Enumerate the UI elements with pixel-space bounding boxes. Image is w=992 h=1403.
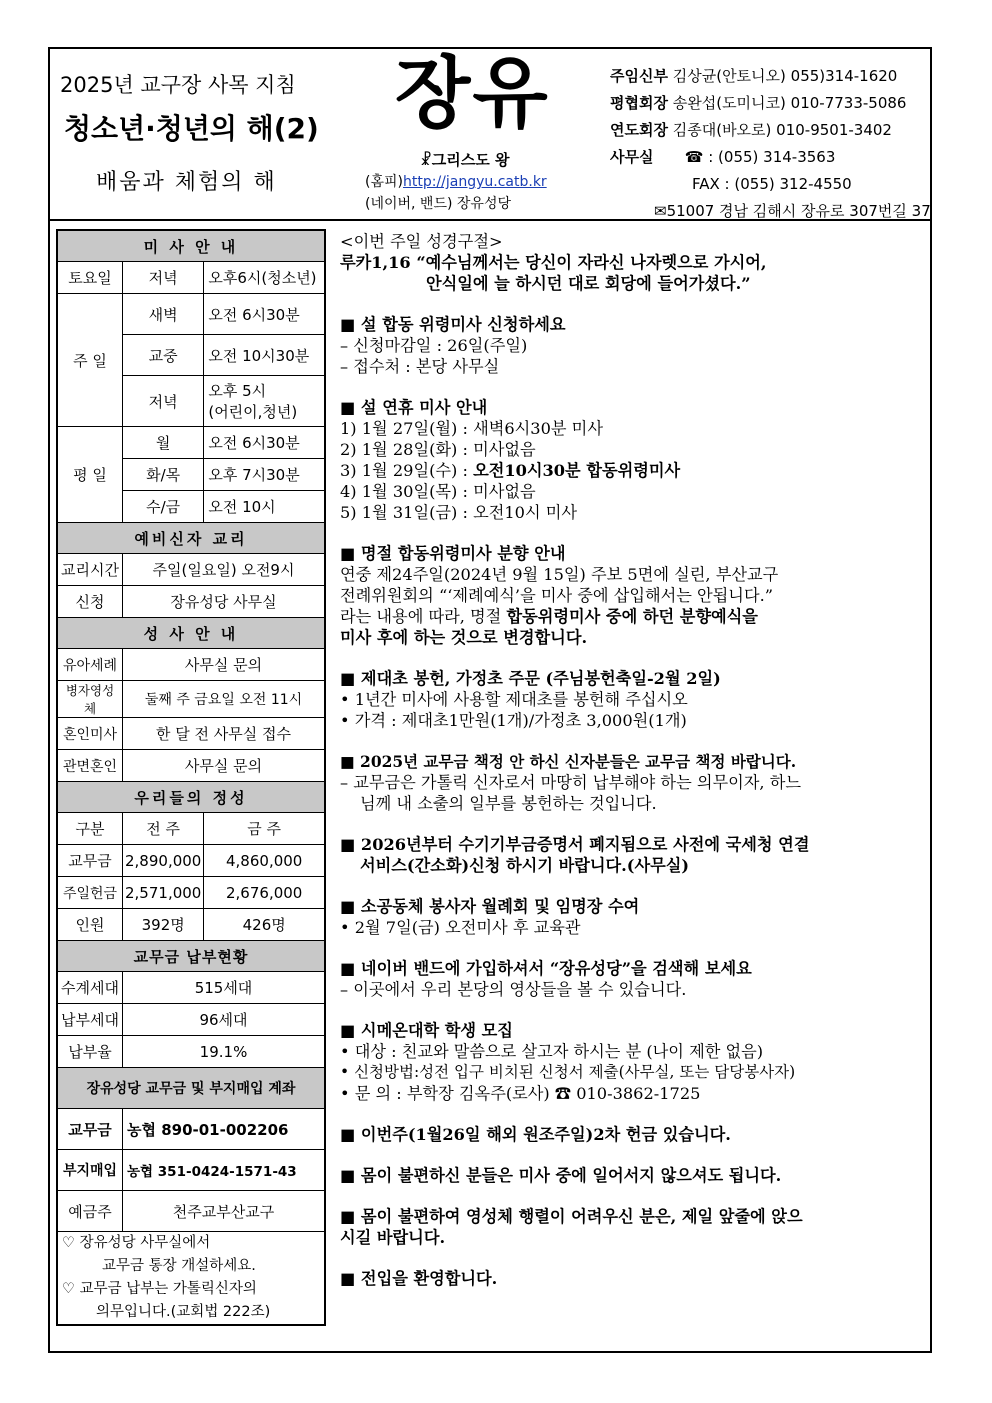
offering-cell: 4,860,000 bbox=[204, 845, 325, 877]
account-key: 부지매입 bbox=[57, 1150, 123, 1191]
account-value: 농협 351-0424-1571-43 bbox=[123, 1150, 326, 1191]
contact-address: ✉51007 경남 김해시 장유로 307번길 37 bbox=[654, 202, 931, 220]
account-value: 농협 890-01-002206 bbox=[123, 1109, 326, 1150]
offering-cell: 2,571,000 bbox=[123, 877, 204, 909]
mass-sunday-time: 오전 6시30분 bbox=[204, 294, 325, 335]
account-key: 교무금 bbox=[57, 1109, 123, 1150]
year-subtheme: 배움과 체험의 해 bbox=[96, 170, 277, 195]
note-line: ♡ 교무금 납부는 가톨릭신자의 bbox=[62, 1281, 257, 1297]
catechism-title: 예비신자 교리 bbox=[57, 523, 325, 554]
contact-fax: FAX : (055) 312-4550 bbox=[692, 175, 852, 193]
notice-title: ■ 네이버 밴드에 가입하셔서 “장유성당”을 검색해 보세요 bbox=[340, 959, 752, 978]
notice-line: 님께 내 소출의 일부를 봉헌하는 것입니다. bbox=[360, 794, 657, 813]
catechism-key: 신청 bbox=[57, 586, 123, 618]
sacrament-value: 한 달 전 사무실 접수 bbox=[123, 718, 326, 750]
account-value: 천주교부산교구 bbox=[123, 1191, 326, 1232]
offering-cell: 2,676,000 bbox=[204, 877, 325, 909]
offering-header: 구분 bbox=[57, 813, 123, 845]
offering-cell: 인원 bbox=[57, 909, 123, 941]
mass-weekday-time: 오전 6시30분 bbox=[204, 427, 325, 459]
notice-line: – 교무금은 가톨릭 신자로서 마땅히 납부해야 하는 의무이자, 하느 bbox=[340, 773, 801, 792]
offering-cell: 392명 bbox=[123, 909, 204, 941]
christ-the-king: ☧그리스도 왕 bbox=[420, 151, 510, 169]
notice-line: 연중 제24주일(2024년 9월 15일) 주보 5면에 실린, 부산교구 bbox=[340, 565, 779, 584]
sacrament-value: 둘째 주 금요일 오전 11시 bbox=[123, 681, 326, 718]
verse-line: 안식일에 늘 하시던 대로 회당에 들어가셨다.” bbox=[426, 274, 751, 293]
offering-cell: 교무금 bbox=[57, 845, 123, 877]
bulletin-frame bbox=[48, 47, 932, 1353]
mass-table bbox=[56, 229, 326, 1326]
notice-title: ■ 시메온대학 학생 모집 bbox=[340, 1021, 513, 1040]
notice-line: • 1년간 미사에 사용할 제대초를 봉헌해 주십시오 bbox=[340, 690, 688, 709]
notice-title: ■ 명절 합동위령미사 분향 안내 bbox=[340, 544, 566, 563]
dues-key: 납부세대 bbox=[57, 1004, 123, 1036]
accounts-title: 장유성당 교무금 및 부지매입 계좌 bbox=[57, 1068, 325, 1109]
homepage-link[interactable]: http://jangyu.catb.kr bbox=[402, 174, 547, 190]
dues-title: 교무금 납부현황 bbox=[57, 941, 325, 972]
account-key: 예금주 bbox=[57, 1191, 123, 1232]
notice-title: ■ 제대초 봉헌, 가정초 주문 (주님봉헌축일-2월 2일) bbox=[340, 669, 721, 688]
notice-line: • 대상 : 친교와 말씀으로 살고자 하시는 분 (나이 제한 없음) bbox=[340, 1042, 764, 1061]
mass-weekday-time: 오전 10시 bbox=[204, 491, 325, 523]
mass-saturday-day: 토요일 bbox=[57, 262, 123, 294]
sidebar bbox=[56, 229, 326, 1326]
mass-sunday-time: 오후 5시 (어린이,청년) bbox=[204, 376, 325, 427]
notice-line: 미사 후에 하는 것으로 변경합니다. bbox=[340, 628, 588, 647]
dues-value: 515세대 bbox=[123, 972, 326, 1004]
mass-weekday-slot: 수/금 bbox=[123, 491, 204, 523]
notice-title: ■ 설 연휴 미사 안내 bbox=[340, 398, 488, 417]
catechism-value: 주일(일요일) 오전9시 bbox=[123, 554, 326, 586]
notice-line: 2) 1월 28일(화) : 미사없음 bbox=[340, 440, 536, 459]
notice-title: ■ 몸이 불편하신 분들은 미사 중에 일어서지 않으셔도 됩니다. bbox=[340, 1166, 782, 1185]
offering-cell: 2,890,000 bbox=[123, 845, 204, 877]
mass-weekday-time: 오후 7시30분 bbox=[204, 459, 325, 491]
announcements bbox=[340, 231, 930, 1289]
sacrament-value: 사무실 문의 bbox=[123, 649, 326, 681]
notice-title: 시길 바랍니다. bbox=[340, 1228, 446, 1247]
notice-title: ■ 몸이 불편하여 영성체 행렬이 어려우신 분은, 제일 앞줄에 앉으 bbox=[340, 1207, 803, 1226]
parish-logo: 장유 bbox=[395, 49, 550, 139]
notice-line: 라는 내용에 따라, 명절 합동위령미사 중에 하던 분향예식을 bbox=[340, 607, 758, 626]
notice-title: ■ 소공동체 봉사자 월례회 및 임명장 수여 bbox=[340, 897, 640, 916]
mass-sunday-time: 오전 10시30분 bbox=[204, 335, 325, 376]
mass-sunday-label: 주 일 bbox=[57, 294, 123, 427]
mass-weekday-label: 평 일 bbox=[57, 427, 123, 523]
offering-cell: 426명 bbox=[204, 909, 325, 941]
notice-line: – 접수처 : 본당 사무실 bbox=[340, 357, 500, 376]
notice-title: ■ 2026년부터 수기기부금증명서 폐지됨으로 사전에 국세청 연결 bbox=[340, 835, 810, 854]
catechism-key: 교리시간 bbox=[57, 554, 123, 586]
mass-saturday-slot: 저녁 bbox=[123, 262, 204, 294]
account-notes bbox=[57, 1232, 325, 1326]
notice-title: ■ 전입을 환영합니다. bbox=[340, 1269, 498, 1288]
notice-title: ■ 이번주(1월26일 해외 원조주일)2차 헌금 있습니다. bbox=[340, 1125, 731, 1144]
sacrament-key: 혼인미사 bbox=[57, 718, 123, 750]
contact-list bbox=[610, 63, 931, 225]
sacraments-title: 성 사 안 내 bbox=[57, 618, 325, 649]
pastoral-guideline: 2025년 교구장 사목 지침 bbox=[60, 73, 296, 97]
note-line: 의무입니다.(교회법 222조) bbox=[96, 1304, 271, 1320]
notice-line: • 신청방법:성전 입구 비치된 신청서 제출(사무실, 또는 담당봉사자) bbox=[340, 1063, 796, 1081]
note-line: ♡ 장유성당 사무실에서 bbox=[62, 1235, 211, 1251]
naver-band: (네이버, 밴드) 장유성당 bbox=[365, 196, 511, 212]
notice-title: ■ 2025년 교무금 책정 안 하신 신자분들은 교무금 책정 바랍니다. bbox=[340, 752, 797, 771]
sacrament-key: 유아세례 bbox=[57, 649, 123, 681]
mass-weekday-slot: 화/목 bbox=[123, 459, 204, 491]
mass-sunday-slot: 저녁 bbox=[123, 376, 204, 427]
contact-office: 사무실 ☎ : (055) 314-3563 bbox=[610, 148, 836, 166]
notice-title: ■ 설 합동 위령미사 신청하세요 bbox=[340, 315, 566, 334]
dues-key: 수계세대 bbox=[57, 972, 123, 1004]
offering-cell: 주일헌금 bbox=[57, 877, 123, 909]
header bbox=[50, 49, 930, 221]
mass-saturday-time: 오후6시(청소년) bbox=[204, 262, 325, 294]
notice-line: 4) 1월 30일(목) : 미사없음 bbox=[340, 482, 536, 501]
offering-header: 전 주 bbox=[123, 813, 204, 845]
sacrament-key: 관면혼인 bbox=[57, 750, 123, 782]
contact-council: 평협회장 송완섭(도미니코) 010-7733-5086 bbox=[610, 94, 907, 112]
sacrament-value: 사무실 문의 bbox=[123, 750, 326, 782]
notice-line: • 2월 7일(금) 오전미사 후 교육관 bbox=[340, 918, 581, 937]
sacrament-key: 병자영성체 bbox=[57, 681, 123, 718]
notice-line: – 이곳에서 우리 본당의 영상들을 볼 수 있습니다. bbox=[340, 980, 687, 999]
homepage bbox=[365, 171, 547, 191]
dues-value: 96세대 bbox=[123, 1004, 326, 1036]
mass-title: 미 사 안 내 bbox=[57, 230, 325, 262]
verse-line: 루카1,16 “예수님께서는 당신이 자라신 나자렛으로 가시어, bbox=[340, 253, 767, 272]
dues-key: 납부율 bbox=[57, 1036, 123, 1068]
notice-line: 5) 1월 31일(금) : 오전10시 미사 bbox=[340, 503, 578, 522]
notice-line: • 문 의 : 부학장 김옥주(로사) ☎ 010-3862-1725 bbox=[340, 1084, 701, 1103]
notice-title: 서비스(간소화)신청 하시기 바랍니다.(사무실) bbox=[360, 856, 690, 875]
homepage-label: (홈피) bbox=[365, 174, 403, 190]
offering-header: 금 주 bbox=[204, 813, 325, 845]
mass-sunday-slot: 교중 bbox=[123, 335, 204, 376]
verse-title: <이번 주일 성경구절> bbox=[340, 232, 503, 251]
note-line: 교무금 통장 개설하세요. bbox=[102, 1258, 256, 1274]
notice-line: – 신청마감일 : 26일(주일) bbox=[340, 336, 528, 355]
catechism-value: 장유성당 사무실 bbox=[123, 586, 326, 618]
offering-title: 우리들의 정성 bbox=[57, 782, 325, 813]
notice-line: • 가격 : 제대초1만원(1개)/가정초 3,000원(1개) bbox=[340, 711, 687, 730]
dues-value: 19.1% bbox=[123, 1036, 326, 1068]
notice-line: 3) 1월 29일(수) : 오전10시30분 합동위령미사 bbox=[340, 461, 681, 480]
mass-sunday-slot: 새벽 bbox=[123, 294, 204, 335]
contact-yeondo: 연도회장 김종대(바오로) 010-9501-3402 bbox=[610, 121, 892, 139]
year-theme: 청소년·청년의 해(2) bbox=[64, 112, 319, 145]
mass-weekday-slot: 월 bbox=[123, 427, 204, 459]
notice-line: 1) 1월 27일(월) : 새벽6시30분 미사 bbox=[340, 419, 603, 438]
notice-line: 전례위원회의 “‘제례예식’을 미사 중에 삽입해서는 안됩니다.” bbox=[340, 586, 774, 605]
contact-pastor: 주임신부 김상균(안토니오) 055)314-1620 bbox=[610, 67, 898, 85]
